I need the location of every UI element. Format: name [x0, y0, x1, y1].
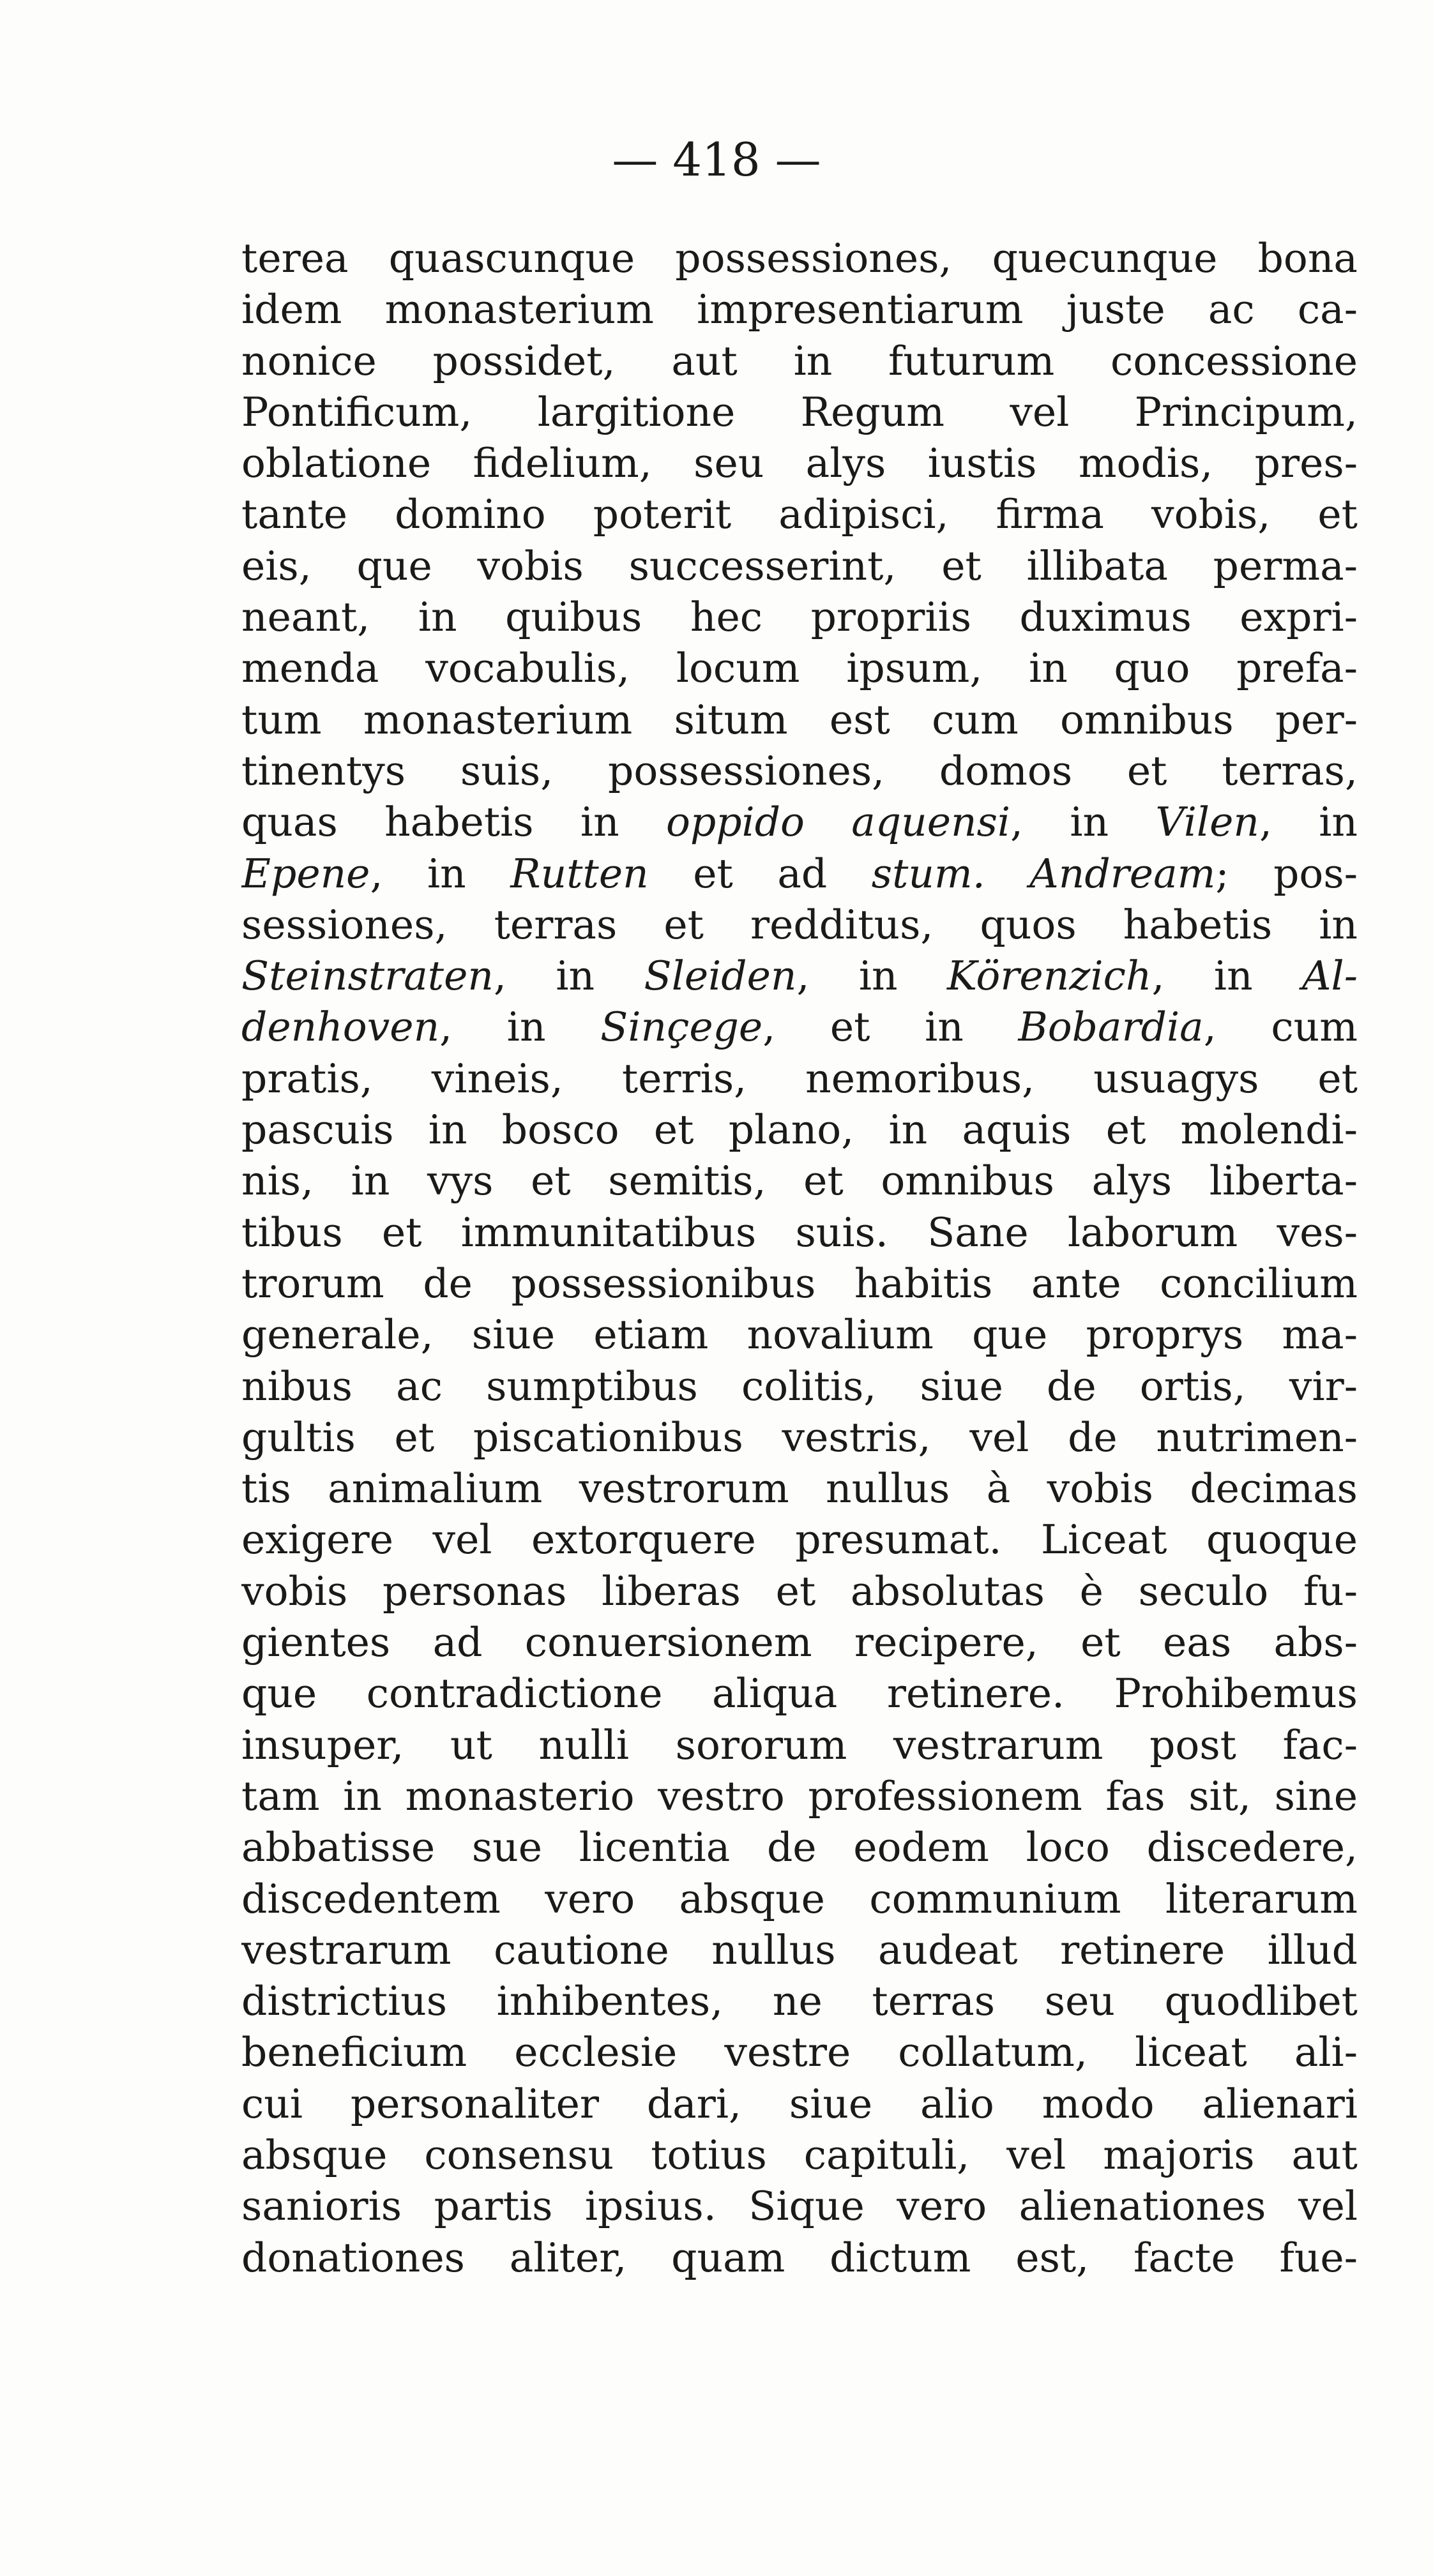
- text-segment: nibus ac sumptibus colitis, siue de ortis, vir-: [241, 1362, 1358, 1410]
- text-segment: tinentys suis, possessiones, domos et terras,: [241, 747, 1358, 794]
- text-segment: , in: [1010, 799, 1156, 846]
- text-line: [241, 1463, 1358, 1514]
- text-segment: tibus et immunitatibus suis. Sane laborum ves-: [241, 1209, 1358, 1256]
- text-segment: discedentem vero absque communium literarum: [241, 1875, 1358, 1922]
- text-segment: tis animalium vestrorum nullus à vobis decimas: [241, 1465, 1358, 1512]
- text-line: [241, 900, 1358, 951]
- text-segment: oblatione fidelium, seu alys iustis modis, pres-: [241, 440, 1358, 487]
- text-line: [241, 1771, 1358, 1822]
- text-segment: [985, 850, 1030, 897]
- text-line: [241, 2027, 1358, 2078]
- text-line: [241, 2181, 1358, 2232]
- text-line: [241, 2130, 1358, 2181]
- italic-text: stum.: [871, 850, 985, 897]
- text-line: [241, 2233, 1358, 2284]
- text-line: [241, 541, 1358, 592]
- text-segment: insuper, ut nulli sororum vestrarum post fac-: [241, 1721, 1358, 1768]
- text-segment: et ad: [648, 850, 872, 897]
- italic-text: denhoven: [241, 1004, 440, 1051]
- text-line: [241, 1822, 1358, 1873]
- text-segment: sanioris partis ipsius. Sique vero alienationes vel: [241, 2183, 1358, 2230]
- italic-text: Bobardia: [1018, 1004, 1204, 1051]
- text-line: [241, 1925, 1358, 1976]
- text-line: [241, 1053, 1358, 1104]
- page-number: — 418 —: [612, 133, 821, 186]
- text-line: [241, 438, 1358, 489]
- text-segment: , et in: [762, 1004, 1019, 1051]
- text-segment: tante domino poterit adipisci, firma vobis, et: [241, 491, 1358, 538]
- text-segment: menda vocabulis, locum ipsum, in quo prefa-: [241, 645, 1358, 692]
- text-line: [241, 592, 1358, 643]
- italic-text: Sinçege: [600, 1004, 763, 1051]
- text-segment: gultis et piscationibus vestris, vel de nutrimen-: [241, 1413, 1358, 1461]
- text-line: [241, 643, 1358, 694]
- text-segment: idem monasterium impresentiarum juste ac ca-: [241, 286, 1358, 333]
- text-line: [241, 2079, 1358, 2130]
- text-line: [241, 848, 1358, 900]
- text-segment: gientes ad conuersionem recipere, et eas abs-: [241, 1619, 1358, 1666]
- italic-text: oppido aquensi: [665, 799, 1011, 846]
- text-line: [241, 746, 1358, 797]
- text-segment: tam in monasterio vestro professionem fas sit, sine: [241, 1772, 1358, 1819]
- text-segment: pascuis in bosco et plano, in aquis et molendi-: [241, 1106, 1358, 1154]
- text-line: [241, 233, 1358, 284]
- text-line: [241, 1412, 1358, 1463]
- text-line: [241, 695, 1358, 746]
- text-line: [241, 1156, 1358, 1207]
- italic-text: Vilen: [1155, 799, 1259, 846]
- text-segment: , in: [493, 953, 644, 1000]
- text-segment: exigere vel extorquere presumat. Liceat quoque: [241, 1516, 1358, 1563]
- italic-text: Al-: [1302, 953, 1358, 1000]
- text-segment: eis, que vobis successerint, et illibata perma-: [241, 542, 1358, 589]
- italic-text: Epene: [241, 850, 370, 897]
- text-segment: Pontificum, largitione Regum vel Principum,: [241, 388, 1358, 435]
- text-line: [241, 1617, 1358, 1668]
- text-segment: , cum: [1203, 1004, 1358, 1051]
- text-segment: absque consensu totius capituli, vel majoris aut: [241, 2131, 1358, 2178]
- text-segment: cui personaliter dari, siue alio modo alienari: [241, 2080, 1358, 2127]
- text-line: [241, 1002, 1358, 1053]
- text-line: [241, 1720, 1358, 1771]
- text-line: [241, 1668, 1358, 1719]
- text-segment: donationes aliter, quam dictum est, facte fue-: [241, 2234, 1358, 2281]
- text-segment: nonice possidet, aut in futurum concessione: [241, 337, 1358, 384]
- italic-text: Andream: [1029, 850, 1216, 897]
- text-segment: que contradictione aliqua retinere. Prohibemus: [241, 1670, 1358, 1717]
- text-segment: , in: [370, 850, 511, 897]
- text-segment: trorum de possessionibus habitis ante concilium: [241, 1260, 1358, 1307]
- text-line: [241, 1874, 1358, 1925]
- text-segment: abbatisse sue licentia de eodem loco discedere,: [241, 1824, 1358, 1871]
- text-segment: vestrarum cautione nullus audeat retinere illud: [241, 1926, 1358, 1973]
- text-segment: ; pos-: [1215, 850, 1358, 897]
- text-line: [241, 951, 1358, 1002]
- text-line: [241, 336, 1358, 387]
- text-line: [241, 1566, 1358, 1617]
- text-line: [241, 797, 1358, 848]
- italic-text: Rutten: [510, 850, 649, 897]
- text-segment: , in: [1259, 799, 1358, 846]
- text-segment: , in: [796, 953, 948, 1000]
- text-segment: sessiones, terras et redditus, quos habetis in: [241, 901, 1358, 948]
- text-segment: terea quascunque possessiones, quecunque bona: [241, 235, 1358, 282]
- text-line: [241, 1976, 1358, 2027]
- text-line: [241, 1514, 1358, 1565]
- text-segment: , in: [439, 1004, 601, 1051]
- text-line: [241, 1258, 1358, 1309]
- text-line: [241, 1207, 1358, 1258]
- text-line: [241, 284, 1358, 335]
- text-segment: beneficium ecclesie vestre collatum, liceat ali-: [241, 2029, 1358, 2076]
- text-line: [241, 1104, 1358, 1156]
- italic-text: Sleiden: [644, 953, 797, 1000]
- body-text: [241, 233, 1358, 2284]
- text-segment: neant, in quibus hec propriis duximus expri-: [241, 594, 1358, 641]
- text-segment: pratis, vineis, terris, nemoribus, usuagys et: [241, 1055, 1358, 1102]
- text-segment: tum monasterium situm est cum omnibus per-: [241, 696, 1358, 743]
- text-line: [241, 387, 1358, 438]
- text-segment: districtius inhibentes, ne terras seu quodlibet: [241, 1978, 1358, 2025]
- text-segment: quas habetis in: [241, 799, 666, 846]
- italic-text: Körenzich: [947, 953, 1152, 1000]
- text-line: [241, 1309, 1358, 1360]
- text-segment: nis, in vys et semitis, et omnibus alys liberta-: [241, 1157, 1358, 1205]
- text-segment: , in: [1151, 953, 1303, 1000]
- text-segment: generale, siue etiam novalium que proprys ma-: [241, 1311, 1358, 1359]
- text-line: [241, 489, 1358, 540]
- italic-text: Steinstraten: [241, 953, 494, 1000]
- text-segment: vobis personas liberas et absolutas è seculo fu-: [241, 1567, 1358, 1615]
- text-line: [241, 1361, 1358, 1412]
